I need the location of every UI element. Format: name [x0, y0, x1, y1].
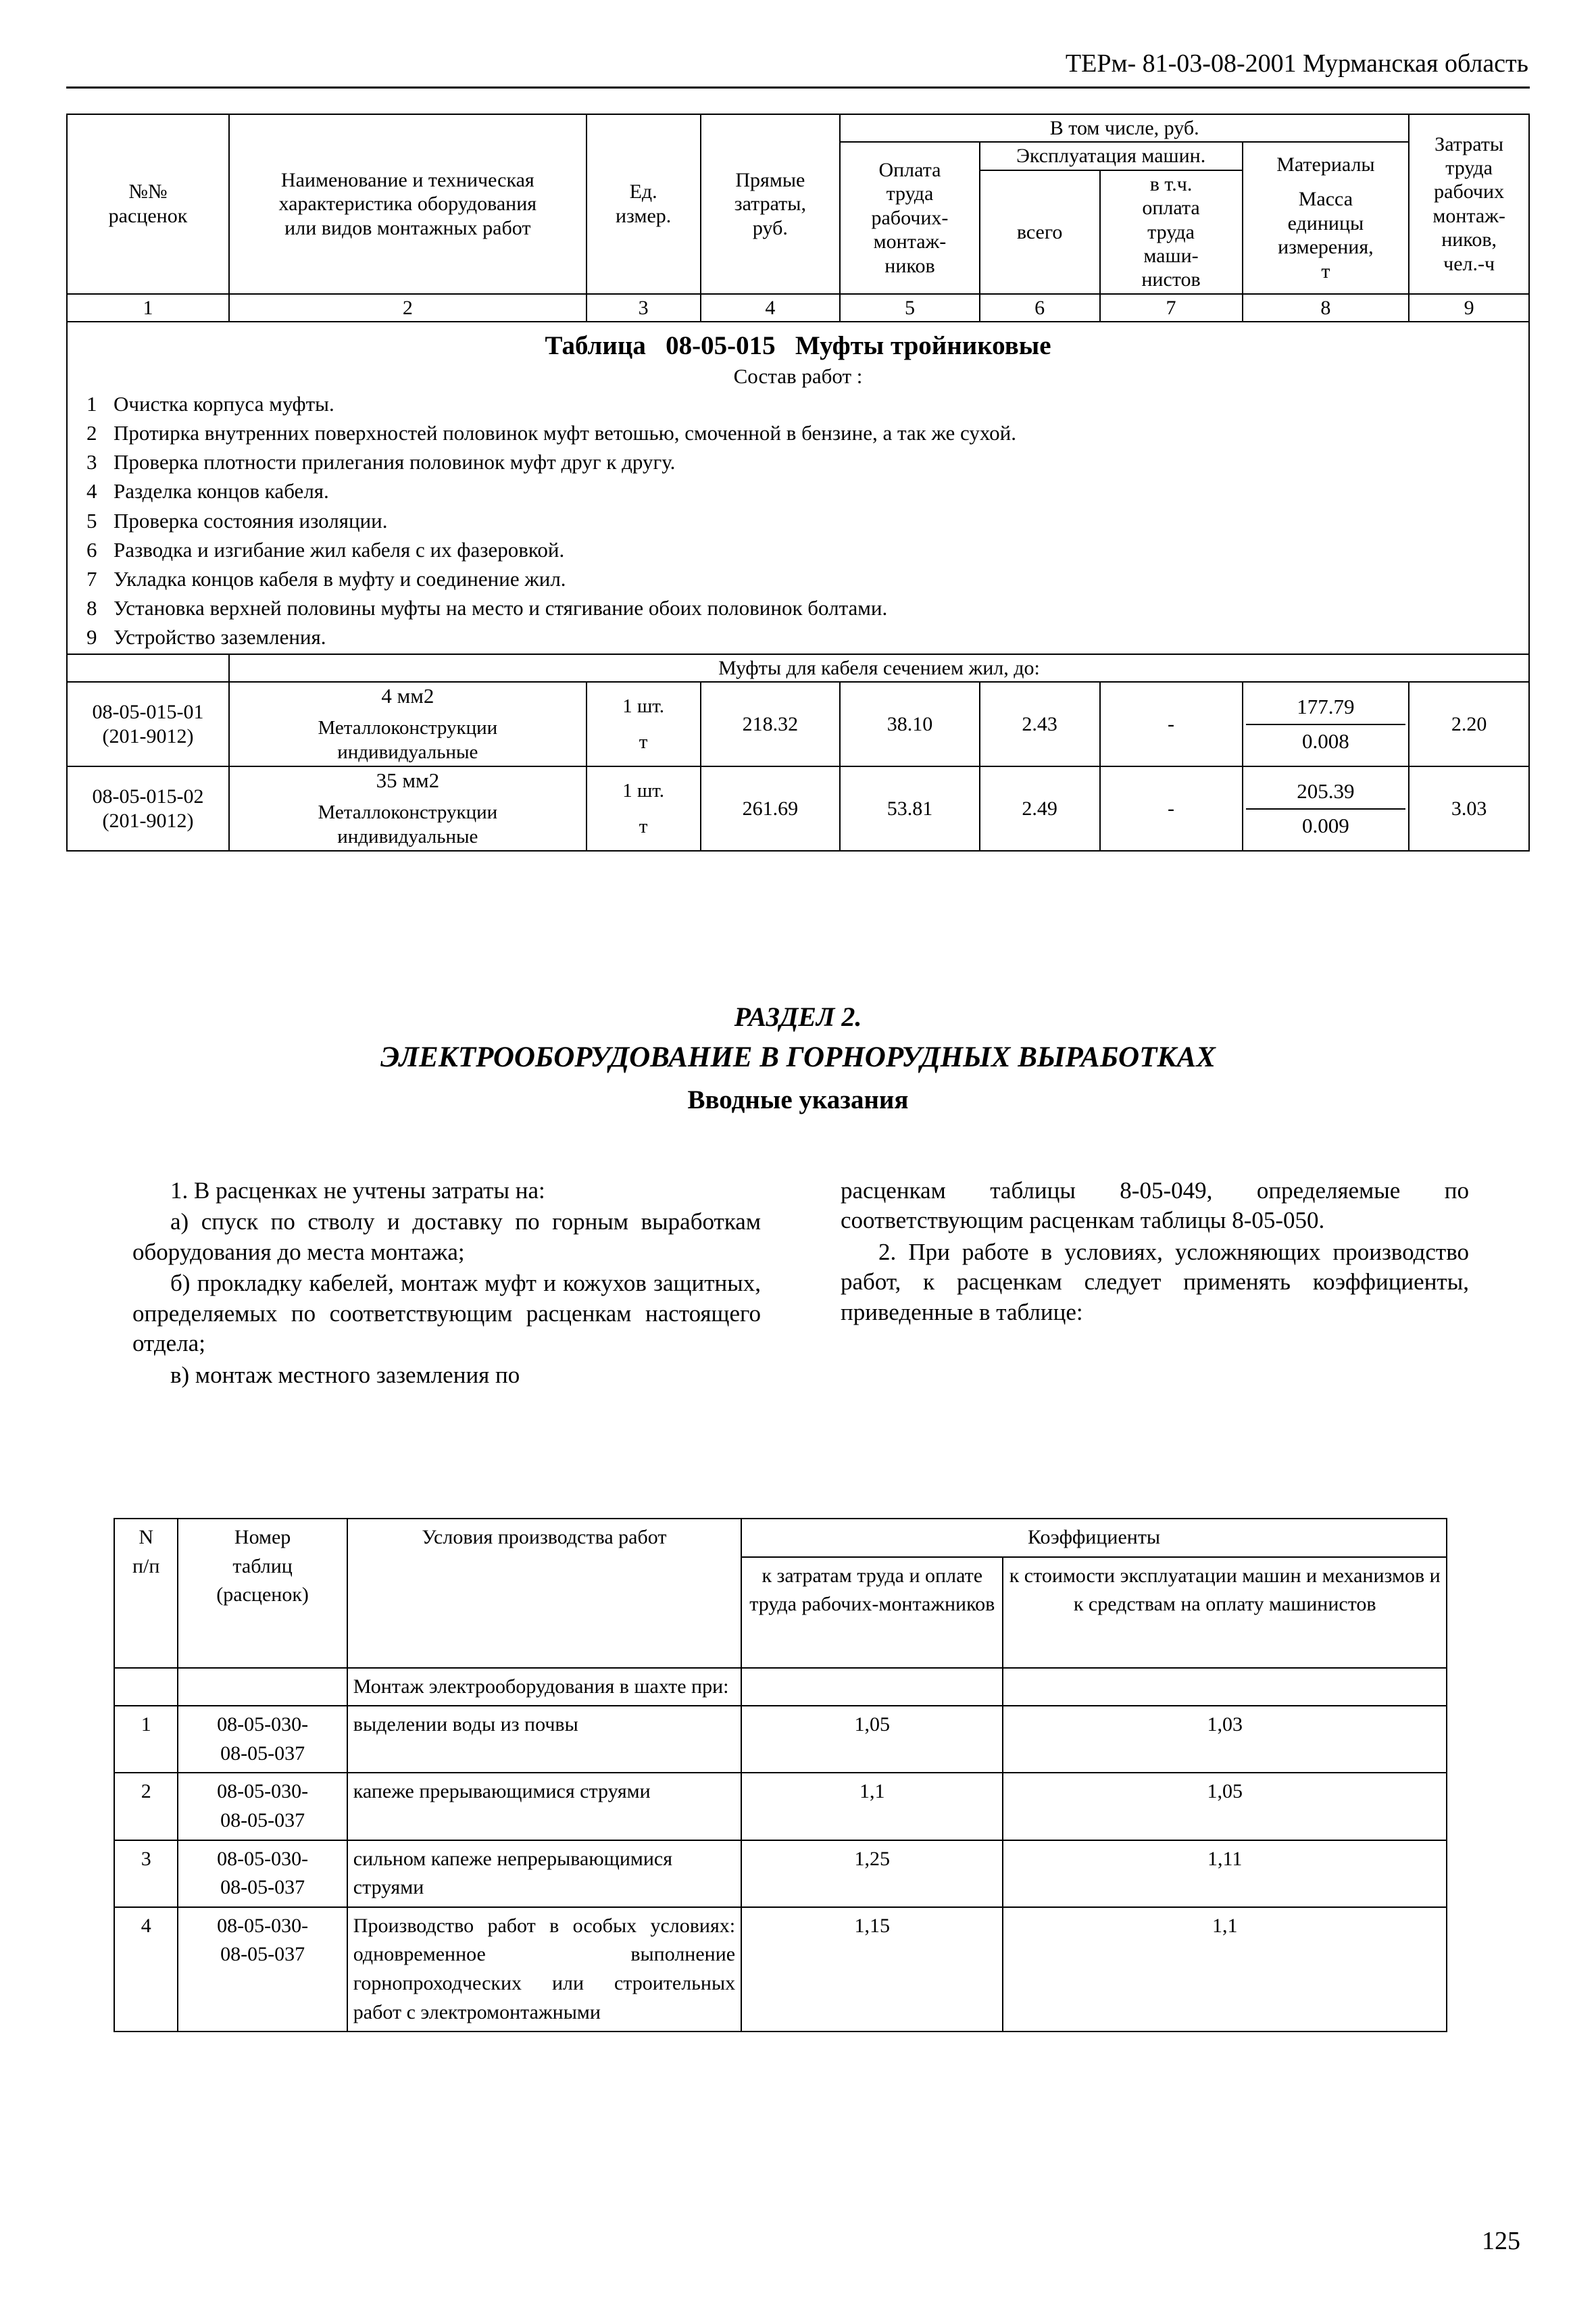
row-unit-main: 1 шт. [622, 780, 665, 802]
col-header-pay-line4: монтаж- [873, 230, 947, 253]
coef-intro-machines [1003, 1668, 1447, 1706]
coef-row-code-line2: 08-05-037 [220, 1876, 305, 1899]
column-number-8: 8 [1243, 294, 1410, 322]
table-row [114, 1840, 1447, 1907]
row-mass-value: 0.008 [1302, 729, 1349, 753]
coef-row-k-labor: 1,1 [741, 1773, 1003, 1840]
coef-row-npp: 3 [114, 1840, 178, 1907]
coef-row-code-line2: 08-05-037 [220, 1742, 305, 1765]
coef-row-k-labor: 1,05 [741, 1706, 1003, 1773]
col-header-unit-line1: Ед. [629, 180, 657, 203]
list-item [70, 447, 1526, 476]
coef-row-code-line2: 08-05-037 [220, 1943, 305, 1966]
col-header-direct-line2: затраты, [734, 193, 806, 216]
group-heading-row [67, 654, 1529, 682]
row-materials-value: 205.39 [1246, 777, 1406, 810]
row-name-main: 35 мм2 [376, 768, 440, 793]
coef-row-k-labor: 1,25 [741, 1840, 1003, 1907]
row-code [67, 766, 229, 851]
coef-col-header-number-line2: таблиц [232, 1554, 293, 1577]
coef-col-header-npp-line2: п/п [132, 1554, 160, 1577]
coef-row-code-line1: 08-05-030- [217, 1780, 309, 1803]
work-number: 6 [86, 537, 97, 562]
col-header-unit-line2: измер. [615, 204, 672, 227]
row-unit-sub: т [639, 815, 648, 837]
work-text: Разделка концов кабеля. [114, 479, 329, 503]
col-header-labor [1409, 114, 1529, 294]
col-header-machines-pay-line3: труда [1147, 220, 1195, 243]
row-name [229, 766, 587, 851]
row-code-sub: (201-9012) [102, 724, 194, 747]
coef-row-condition: капеже прерывающимися струями [347, 1773, 741, 1840]
row-unit [587, 766, 701, 851]
works-block [67, 322, 1529, 654]
body-columns [132, 1176, 1470, 1392]
col-header-labor-line1: Затраты [1435, 132, 1504, 155]
paragraph: расценкам таблицы 8-05-049, определяемые по соответствующим расценкам таблицы 8-05-050. [841, 1177, 1469, 1234]
body-column-right [841, 1176, 1469, 1392]
coef-row-k-machines: 1,03 [1003, 1706, 1447, 1773]
coef-row-k-machines: 1,1 [1003, 1907, 1447, 2032]
col-header-mass-line1: Масса [1298, 188, 1353, 211]
coef-row-code [178, 1773, 347, 1840]
coef-col-header-number-line3: (расценок) [216, 1583, 309, 1606]
coef-row-condition: сильном капеже непрерывающимися струями [347, 1840, 741, 1907]
table-row [67, 682, 1529, 766]
coef-row-code-line1: 08-05-030- [217, 1713, 309, 1736]
section-heading [0, 998, 1596, 1079]
row-name-sub2: индивидуальные [337, 825, 478, 847]
col-header-pay-line2: труда [886, 182, 934, 205]
col-header-machines-pay [1100, 170, 1243, 294]
work-text: Проверка состояния изоляции. [114, 508, 388, 533]
body-column-left [132, 1176, 761, 1392]
coef-row-code-line1: 08-05-030- [217, 1847, 309, 1870]
col-header-code [67, 114, 229, 294]
coef-col-header-npp-line1: N [139, 1526, 154, 1548]
col-header-labor-line5: ников, [1441, 228, 1497, 251]
list-item [70, 535, 1526, 564]
coefficients-table [114, 1518, 1447, 2032]
work-text: Установка верхней половины муфты на место и стягивание обоих половинок болтами. [114, 596, 888, 620]
col-header-pay-line3: рабочих- [871, 206, 949, 229]
coef-intro-labor [741, 1668, 1003, 1706]
coef-intro-number [178, 1668, 347, 1706]
row-unit-sub: т [639, 731, 648, 753]
column-number-3: 3 [587, 294, 701, 322]
col-header-machines-pay-line5: нистов [1141, 268, 1201, 291]
work-text: Устройство заземления. [114, 625, 326, 649]
section-heading-line1: РАЗДЕЛ 2. [734, 1002, 862, 1032]
page-number: 125 [1482, 2227, 1520, 2255]
col-header-machines-pay-line2: оплата [1142, 197, 1200, 220]
column-number-6: 6 [980, 294, 1100, 322]
coef-row-condition: выделении воды из почвы [347, 1706, 741, 1773]
col-header-pay-line5: ников [884, 254, 935, 277]
works-label: Состав работ : [733, 364, 863, 389]
list-item [70, 593, 1526, 622]
work-number: 7 [86, 567, 97, 591]
work-number: 4 [86, 479, 97, 503]
coef-intro-npp [114, 1668, 178, 1706]
header-divider [66, 87, 1530, 89]
section-subtitle: Вводные указания [687, 1085, 909, 1114]
work-text: Укладка концов кабеля в муфту и соединение жил. [114, 567, 566, 591]
row-labor-pay: 38.10 [840, 682, 980, 766]
group-heading: Муфты для кабеля сечением жил, до: [229, 654, 1529, 682]
list-item [70, 476, 1526, 506]
work-number: 1 [86, 391, 97, 416]
col-header-labor-line4: монтаж- [1432, 204, 1505, 227]
coef-col-header-labor: к затратам труда и оплате труда рабочих-монтажников [741, 1557, 1003, 1668]
col-header-materials-group [1243, 142, 1410, 293]
coef-col-header-machines: к стоимости эксплуатации машин и механизмов и к средствам на оплату машинистов [1003, 1557, 1447, 1668]
row-name-main: 4 мм2 [381, 684, 434, 708]
col-header-direct [701, 114, 841, 294]
coef-col-header-number [178, 1519, 347, 1668]
coef-row-k-machines: 1,11 [1003, 1840, 1447, 1907]
coef-col-header-number-line1: Номер [234, 1526, 291, 1548]
paragraph: а) спуск по стволу и доставку по горным выработкам оборудования до места монтажа; [132, 1208, 761, 1265]
page-header [68, 49, 1528, 78]
work-number: 2 [86, 420, 97, 445]
list-item [70, 564, 1526, 593]
coef-col-header-npp [114, 1519, 178, 1668]
coef-col-header-conditions: Условия производства работ [347, 1519, 741, 1668]
works-list [70, 389, 1526, 652]
coef-intro-row [114, 1668, 1447, 1706]
work-number: 3 [86, 450, 97, 474]
row-code-main: 08-05-015-01 [92, 701, 204, 724]
col-header-pay-line1: Оплата [878, 159, 941, 182]
row-direct-cost: 218.32 [701, 682, 841, 766]
coef-intro-condition: Монтаж электрооборудования в шахте при: [347, 1668, 741, 1706]
coef-row-condition: Производство работ в особых условиях: одновременное выполнение горнопроходческих или строительных работ с электромонтажными [347, 1907, 741, 2032]
work-text: Разводка и изгибание жил кабеля с их фазеровкой. [114, 537, 565, 562]
col-header-code-line1: №№ [128, 180, 168, 203]
col-header-direct-line3: руб. [752, 216, 788, 239]
coef-row-npp: 1 [114, 1706, 178, 1773]
list-item [70, 506, 1526, 535]
col-header-direct-line1: Прямые [735, 168, 805, 191]
table-title: Таблица 08-05-015 Муфты тройниковые [545, 331, 1051, 361]
paragraph: 1. В расценках не учтены затраты на: [170, 1177, 545, 1204]
row-code [67, 682, 229, 766]
work-text: Очистка корпуса муфты. [114, 391, 334, 416]
col-header-labor-line6: чел.-ч [1443, 252, 1495, 275]
row-machines-pay: - [1100, 682, 1243, 766]
coef-row-code-line2: 08-05-037 [220, 1808, 305, 1831]
coef-row-k-labor: 1,15 [741, 1907, 1003, 2032]
col-header-materials-label: Материалы [1276, 153, 1375, 176]
col-header-machines-total: всего [980, 170, 1100, 294]
row-labor-pay: 53.81 [840, 766, 980, 851]
table-row [114, 1706, 1447, 1773]
work-number: 5 [86, 508, 97, 533]
list-item [70, 622, 1526, 651]
coef-header-row-1 [114, 1519, 1447, 1557]
document-reference: ТЕРм- 81-03-08-2001 Мурманская область [1065, 49, 1528, 78]
col-header-pay [840, 142, 980, 293]
paragraph: в) монтаж местного заземления по [170, 1361, 520, 1388]
list-item [70, 418, 1526, 447]
coef-col-header-group: Коэффициенты [741, 1519, 1447, 1557]
section-heading-line2: ЭЛЕКТРООБОРУДОВАНИЕ В ГОРНОРУДНЫХ ВЫРАБОТКАХ [380, 1041, 1216, 1073]
col-header-mass-line3: измерения, [1278, 236, 1374, 259]
row-name-sub1: Металлоконструкции [318, 716, 498, 739]
coef-row-code [178, 1706, 347, 1773]
coef-row-k-machines: 1,05 [1003, 1773, 1447, 1840]
col-header-labor-line3: рабочих [1434, 180, 1505, 203]
paragraph: б) прокладку кабелей, монтаж муфт и кожухов защитных, определяемых по соответствующим расценкам настоящего отдела; [132, 1270, 761, 1357]
row-direct-cost: 261.69 [701, 766, 841, 851]
coef-row-code [178, 1840, 347, 1907]
paragraph: 2. При работе в условиях, усложняющих производство работ, к расценкам следует применять коэффициенты, приведенные в таблице: [841, 1238, 1469, 1325]
column-number-4: 4 [701, 294, 841, 322]
col-header-labor-line2: труда [1445, 157, 1493, 180]
row-materials [1243, 682, 1410, 766]
row-machines-total: 2.43 [980, 682, 1100, 766]
table-row [67, 766, 1529, 851]
list-item [70, 389, 1526, 418]
coef-row-code [178, 1907, 347, 2032]
coef-row-code-line1: 08-05-030- [217, 1914, 309, 1937]
cost-table-header-row-1 [67, 114, 1529, 142]
column-number-9: 9 [1409, 294, 1529, 322]
work-number: 8 [86, 596, 97, 620]
cost-table-column-numbers-row [67, 294, 1529, 322]
work-number: 9 [86, 625, 97, 649]
col-header-mass-line4: т [1321, 260, 1330, 282]
coef-row-npp: 4 [114, 1907, 178, 2032]
cost-table [66, 114, 1530, 852]
row-code-main: 08-05-015-02 [92, 785, 204, 808]
col-header-mass-line2: единицы [1287, 212, 1364, 235]
row-mass-value: 0.009 [1302, 813, 1349, 837]
col-header-name-line1: Наименование и техническая [280, 168, 534, 191]
table-title-and-works-row [67, 322, 1529, 654]
row-labor-hours: 2.20 [1409, 682, 1529, 766]
table-row [114, 1907, 1447, 2032]
row-unit [587, 682, 701, 766]
row-unit-main: 1 шт. [622, 695, 665, 718]
col-header-machines-group: Эксплуатация машин. [980, 142, 1243, 170]
col-header-name-line3: или видов монтажных работ [284, 216, 531, 239]
row-code-sub: (201-9012) [102, 809, 194, 832]
col-header-name [229, 114, 587, 294]
column-number-2: 2 [229, 294, 587, 322]
col-header-unit [587, 114, 701, 294]
col-header-including-group: В том числе, руб. [840, 114, 1409, 142]
work-text: Проверка плотности прилегания половинок муфт друг к другу. [114, 450, 676, 474]
col-header-code-line2: расценок [108, 204, 188, 227]
row-machines-pay: - [1100, 766, 1243, 851]
column-number-1: 1 [67, 294, 229, 322]
col-header-machines-pay-line1: в т.ч. [1149, 172, 1193, 195]
column-number-5: 5 [840, 294, 980, 322]
column-number-7: 7 [1100, 294, 1243, 322]
work-text: Протирка внутренних поверхностей половинок муфт ветошью, смоченной в бензине, а так же сухой. [114, 420, 1017, 445]
row-materials [1243, 766, 1410, 851]
col-header-machines-pay-line4: маши- [1143, 244, 1199, 267]
row-materials-value: 177.79 [1246, 692, 1406, 725]
coef-row-npp: 2 [114, 1773, 178, 1840]
row-name [229, 682, 587, 766]
table-row [114, 1773, 1447, 1840]
row-machines-total: 2.49 [980, 766, 1100, 851]
row-name-sub1: Металлоконструкции [318, 801, 498, 823]
row-name-sub2: индивидуальные [337, 741, 478, 763]
col-header-name-line2: характеристика оборудования [278, 193, 537, 216]
row-labor-hours: 3.03 [1409, 766, 1529, 851]
